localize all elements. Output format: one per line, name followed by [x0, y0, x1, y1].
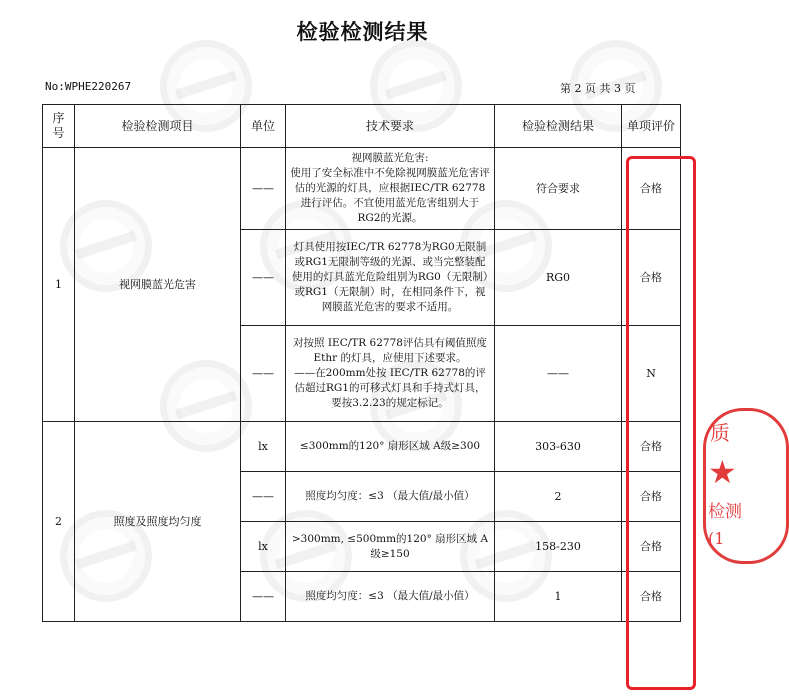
requirement-cell: 照度均匀度：≤3 （最大值/最小值） — [286, 572, 495, 622]
row-number: 1 — [43, 148, 75, 422]
verdict-cell: 合格 — [622, 522, 681, 572]
verdict-cell: 合格 — [622, 422, 681, 472]
seal-text: 质 — [710, 421, 730, 445]
star-icon: ★ — [708, 453, 737, 491]
results-table — [42, 104, 681, 622]
requirement-cell: >300mm, ≤500mm的120° 扇形区域 A级≥150 — [286, 522, 495, 572]
header-item: 检验检测项目 — [75, 105, 241, 148]
result-cell: 303-630 — [495, 422, 622, 472]
table-header-row — [43, 105, 681, 148]
seal-text: (1 — [708, 529, 725, 548]
requirement-cell: 照度均匀度：≤3 （最大值/最小值） — [286, 472, 495, 522]
unit-cell: —— — [241, 572, 286, 622]
header-verdict: 单项评价 — [622, 105, 681, 148]
verdict-cell: N — [622, 326, 681, 422]
result-cell: —— — [495, 326, 622, 422]
document-number: No:WPHE220267 — [45, 80, 132, 93]
unit-cell: lx — [241, 422, 286, 472]
unit-cell: —— — [241, 472, 286, 522]
requirement-cell: ≤300mm的120° 扇形区域 A级≥300 — [286, 422, 495, 472]
result-cell: RG0 — [495, 230, 622, 326]
header-result: 检验检测结果 — [495, 105, 622, 148]
requirement-cell: 对按照 IEC/TR 62778评估具有阈值照度Ethr 的灯具，应使用下述要求。 ——在200mm处按 IEC/TR 62778的评估超过RG1的可移式灯具和手持式灯具，要按3.2.23的规定标记。 — [286, 326, 495, 422]
page-indicator: 第 2 页 共 3 页 — [560, 82, 636, 95]
test-item: 视网膜蓝光危害 — [75, 148, 241, 422]
unit-cell: lx — [241, 522, 286, 572]
page-title: 检验检测结果 — [296, 20, 429, 44]
verdict-cell: 合格 — [622, 572, 681, 622]
requirement-cell: 灯具使用按IEC/TR 62778为RG0无限制或RG1无限制等级的光源、或当完整装配使用的灯具蓝光危险组别为RG0（无限制）或RG1（无限制）时，在相同条件下，视网膜蓝光危害的要求不适用。 — [286, 230, 495, 326]
seal-text: 检测 — [708, 502, 742, 522]
result-cell: 2 — [495, 472, 622, 522]
result-cell: 158-230 — [495, 522, 622, 572]
inspection-seal-stamp — [703, 408, 789, 564]
requirement-cell: 视网膜蓝光危害: 使用了安全标准中不免除视网膜蓝光危害评估的光源的灯具，应根据IEC/TR 62778进行评估。不宜使用蓝光危害组别大于RG2的光源。 — [286, 148, 495, 230]
unit-cell: —— — [241, 230, 286, 326]
header-no: 序号 — [43, 105, 75, 148]
unit-cell: —— — [241, 148, 286, 230]
result-cell: 符合要求 — [495, 148, 622, 230]
verdict-cell: 合格 — [622, 472, 681, 522]
table-row — [43, 148, 681, 230]
verdict-cell: 合格 — [622, 230, 681, 326]
test-item: 照度及照度均匀度 — [75, 422, 241, 622]
table-row — [43, 422, 681, 472]
verdict-cell: 合格 — [622, 148, 681, 230]
header-requirement: 技术要求 — [286, 105, 495, 148]
row-number: 2 — [43, 422, 75, 622]
unit-cell: —— — [241, 326, 286, 422]
header-unit: 单位 — [241, 105, 286, 148]
result-cell: 1 — [495, 572, 622, 622]
